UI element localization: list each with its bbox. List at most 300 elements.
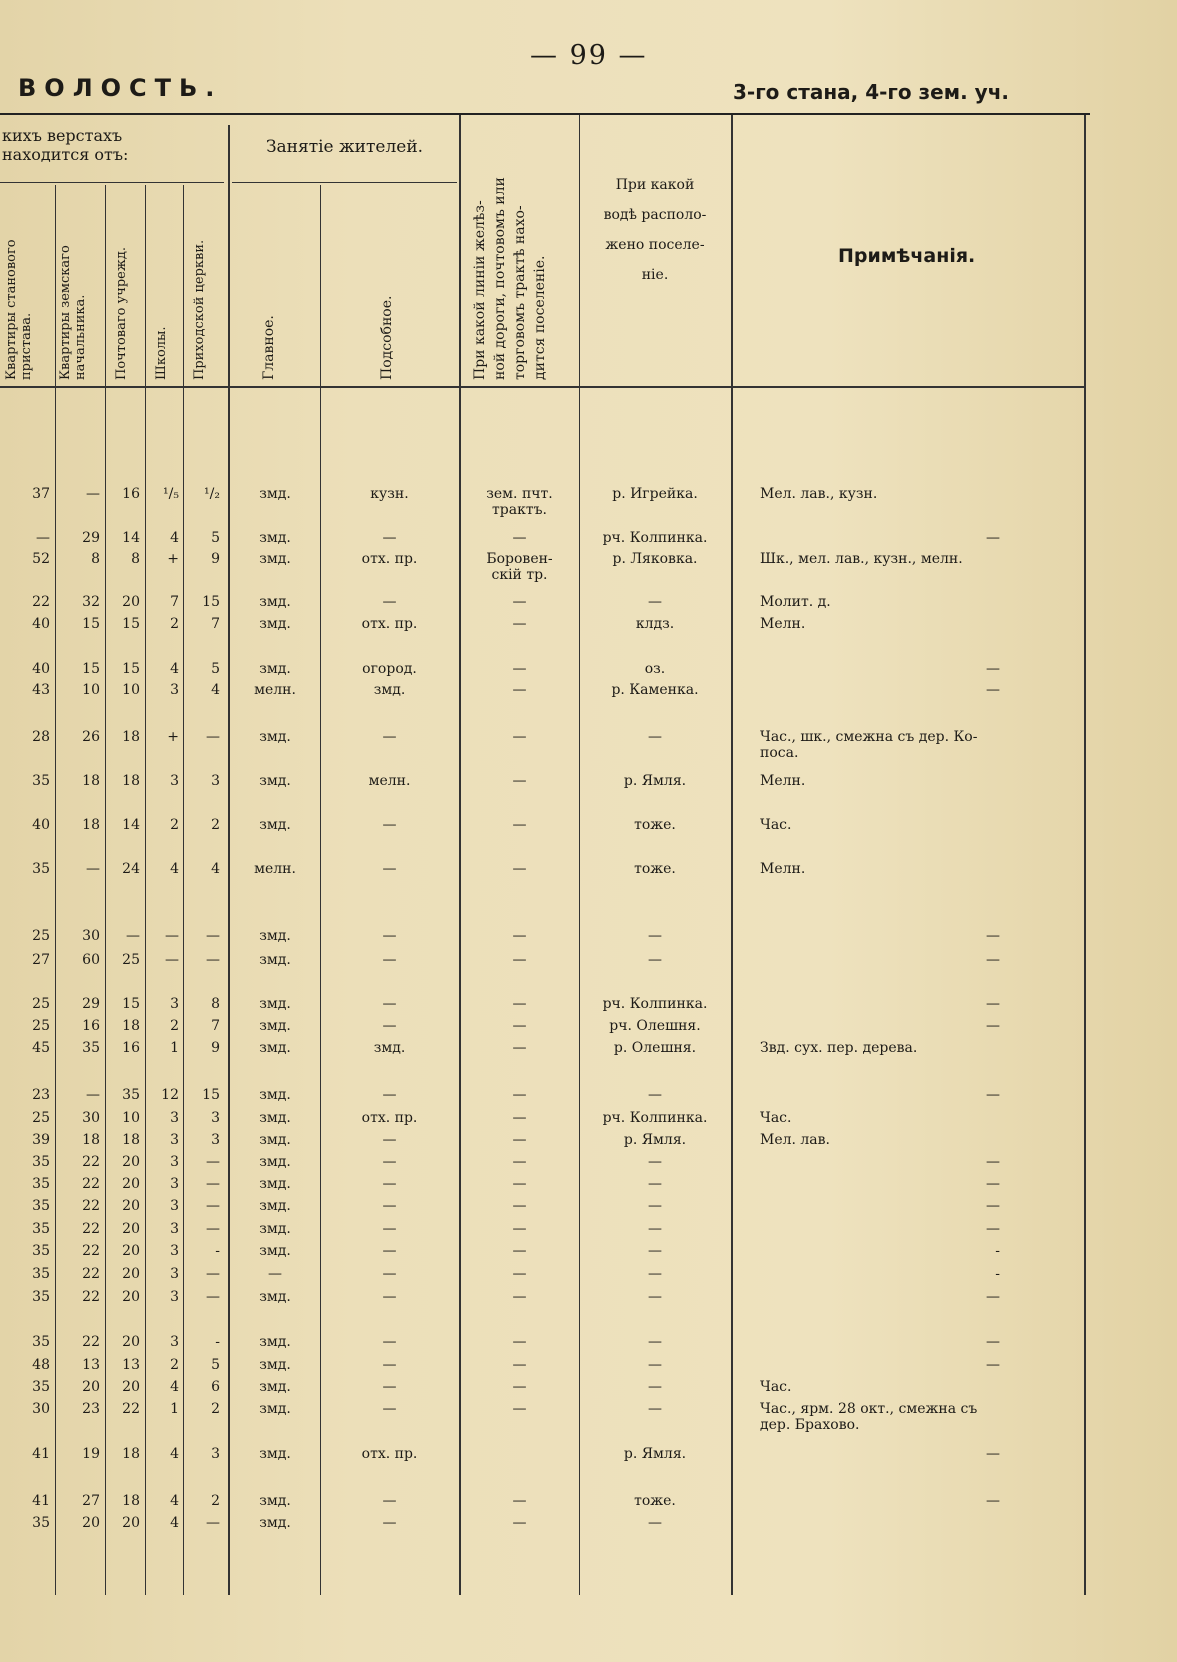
table-cell-c9: оз. [644, 661, 666, 677]
table-cell-c9: тоже. [634, 861, 676, 877]
table-cell-c3: 15 [122, 996, 140, 1012]
table-cell-c4: 4 [170, 1446, 179, 1462]
table-cell-c6: змд. [259, 773, 291, 789]
table-cell-c1: 35 [32, 1198, 50, 1214]
table-cell-c2: 30 [82, 1110, 100, 1126]
table-cell-c7: — [382, 1357, 397, 1373]
table-cell-c1: 25 [32, 928, 50, 944]
table-cell-c6: змд. [259, 817, 291, 833]
table-cell-c3: 18 [122, 1018, 140, 1034]
table-cell-c5: — [206, 1515, 220, 1531]
table-cell-c2: 22 [82, 1243, 100, 1259]
table-cell-c5: — [206, 729, 220, 745]
table-cell-c6: змд. [259, 1357, 291, 1373]
table-cell-c10: Шк., мел. лав., кузн., мелн. [760, 551, 963, 567]
table-cell-c2: 22 [82, 1221, 100, 1237]
table-cell-c6: змд. [259, 1221, 291, 1237]
table-cell-c6: змд. [259, 952, 291, 968]
table-cell-c2: 19 [82, 1446, 100, 1462]
table-cell-c8: — [512, 1087, 527, 1103]
table-cell-c9: р. Игрейка. [612, 486, 698, 502]
table-cell-c4: 3 [170, 1154, 179, 1170]
table-cell-c8: — [512, 1401, 527, 1417]
table-cell-c3: 20 [122, 594, 140, 610]
column-rule [320, 185, 321, 1595]
table-cell-c8: — [512, 682, 527, 698]
table-cell-c8: — [512, 1154, 527, 1170]
table-cell-c2: 22 [82, 1176, 100, 1192]
table-cell-c8: — [512, 952, 527, 968]
table-cell-c10: Мелн. [760, 616, 806, 632]
table-cell-c2: 22 [82, 1334, 100, 1350]
table-cell-c5: — [206, 1176, 220, 1192]
table-cell-c8: — [512, 1493, 527, 1509]
table-cell-c1: 35 [32, 1379, 50, 1395]
table-cell-c7: отх. пр. [361, 551, 418, 567]
table-cell-c5: 2 [211, 817, 220, 833]
table-cell-c2: 32 [82, 594, 100, 610]
table-cell-c8: — [512, 1334, 527, 1350]
table-cell-c2: 29 [82, 996, 100, 1012]
column-rule [459, 115, 461, 1595]
table-cell-c9: — [648, 952, 662, 968]
table-cell-c2: 26 [82, 729, 100, 745]
table-cell-c7: змд. [373, 1040, 406, 1056]
column-rule [731, 115, 733, 1595]
table-cell-c5: 4 [211, 682, 220, 698]
table-cell-c4: 1 [170, 1040, 179, 1056]
table-cell-c9: — [648, 1243, 662, 1259]
table-cell-c5: 9 [211, 1040, 220, 1056]
table-cell-c7: — [382, 1493, 397, 1509]
table-cell-c10: — [986, 1154, 1000, 1170]
table-cell-c7: — [382, 530, 397, 546]
table-cell-c10: — [986, 1446, 1000, 1462]
table-cell-c5: 2 [211, 1493, 220, 1509]
table-cell-c6: мелн. [254, 861, 296, 877]
header-bottom-rule [0, 386, 1086, 388]
table-cell-c7: — [382, 861, 397, 877]
table-cell-c4: ¹/₅ [163, 486, 179, 502]
table-cell-c9: — [648, 1515, 662, 1531]
table-cell-c10: — [986, 928, 1000, 944]
table-cell-c9: — [648, 1176, 662, 1192]
table-cell-c10: — [986, 1198, 1000, 1214]
table-cell-c9: — [648, 1154, 662, 1170]
table-cell-c5: — [206, 1289, 220, 1305]
table-cell-c8: — [512, 616, 527, 632]
table-cell-c1: 25 [32, 996, 50, 1012]
table-cell-c4: 4 [170, 1379, 179, 1395]
table-cell-c6: змд. [259, 616, 291, 632]
table-cell-c4: 4 [170, 661, 179, 677]
table-cell-c10: — [986, 996, 1000, 1012]
table-cell-c5: 7 [211, 616, 220, 632]
table-cell-c6: — [268, 1266, 282, 1282]
occupation-group-header: Занятіе жителей. [265, 137, 424, 157]
table-cell-c9: — [648, 1401, 662, 1417]
table-cell-c5: 15 [202, 594, 220, 610]
table-cell-c2: 13 [82, 1357, 100, 1373]
table-cell-c1: 27 [32, 952, 50, 968]
column-rule [228, 125, 230, 1595]
table-cell-c1: 35 [32, 1176, 50, 1192]
table-cell-c5: 8 [211, 996, 220, 1012]
table-cell-c5: 4 [211, 861, 220, 877]
table-cell-c8: — [512, 861, 527, 877]
table-cell-c2: 27 [82, 1493, 100, 1509]
table-cell-c7: огород. [362, 661, 417, 677]
table-cell-c7: — [382, 1018, 397, 1034]
table-cell-c10: Час. [760, 1110, 792, 1126]
table-cell-c9: — [648, 928, 662, 944]
column-rule [145, 185, 146, 1595]
table-cell-c9: — [648, 1379, 662, 1395]
table-cell-c3: 20 [122, 1289, 140, 1305]
column-rule [579, 115, 580, 1595]
table-cell-c1: 28 [32, 729, 50, 745]
table-cell-c3: 8 [131, 551, 140, 567]
table-cell-c4: 3 [170, 1334, 179, 1350]
table-cell-c10: — [986, 1334, 1000, 1350]
table-cell-c3: 13 [122, 1357, 140, 1373]
table-cell-c5: 5 [211, 1357, 220, 1373]
table-cell-c4: 3 [170, 996, 179, 1012]
table-cell-c6: мелн. [254, 682, 296, 698]
table-cell-c5: ¹/₂ [204, 486, 220, 502]
table-cell-c4: 3 [170, 1221, 179, 1237]
table-cell-c6: змд. [259, 1198, 291, 1214]
table-cell-c3: 20 [122, 1266, 140, 1282]
table-cell-c6: змд. [259, 729, 291, 745]
table-cell-c4: 3 [170, 1289, 179, 1305]
table-cell-c5: — [206, 952, 220, 968]
table-cell-c7: — [382, 1087, 397, 1103]
page-number: — 99 — [530, 40, 648, 71]
table-cell-c5: — [206, 1266, 220, 1282]
table-cell-c6: змд. [259, 1243, 291, 1259]
table-cell-c2: 15 [82, 661, 100, 677]
table-cell-c1: 37 [32, 486, 50, 502]
table-cell-c10: Мел. лав., кузн. [760, 486, 878, 502]
table-cell-c2: 22 [82, 1289, 100, 1305]
column-rule [55, 185, 56, 1595]
table-cell-c2: 60 [82, 952, 100, 968]
table-cell-c1: 35 [32, 1221, 50, 1237]
table-cell-c1: 35 [32, 1243, 50, 1259]
table-cell-c5: 5 [211, 530, 220, 546]
table-cell-c7: отх. пр. [361, 1110, 418, 1126]
table-cell-c9: р. Ямля. [623, 773, 687, 789]
page-title-right: 3-го стана, 4-го зем. уч. [733, 80, 1010, 104]
table-cell-c6: змд. [259, 1446, 291, 1462]
table-cell-c6: змд. [259, 594, 291, 610]
table-cell-c1: 43 [32, 682, 50, 698]
table-cell-c9: — [648, 1087, 662, 1103]
table-cell-c8: — [512, 1176, 527, 1192]
table-cell-c10: — [986, 1289, 1000, 1305]
table-cell-c3: 15 [122, 661, 140, 677]
col-header-church: Приходской церкви. [192, 239, 207, 380]
table-cell-c9: — [648, 1289, 662, 1305]
table-cell-c7: — [382, 1132, 397, 1148]
table-cell-c4: 2 [170, 1357, 179, 1373]
table-cell-c4: 2 [170, 817, 179, 833]
table-cell-c8: — [512, 1132, 527, 1148]
table-cell-c8: Боровен- скій тр. [486, 551, 553, 583]
table-cell-c8: — [512, 817, 527, 833]
table-cell-c8: — [512, 594, 527, 610]
table-cell-c7: — [382, 817, 397, 833]
table-cell-c8: — [512, 1110, 527, 1126]
table-cell-c10: — [986, 1176, 1000, 1192]
table-cell-c5: 3 [211, 1132, 220, 1148]
table-cell-c5: 3 [211, 1110, 220, 1126]
table-cell-c1: 52 [32, 551, 50, 567]
table-cell-c9: рч. Колпинка. [602, 530, 708, 546]
table-cell-c6: змд. [259, 486, 291, 502]
table-cell-c3: 18 [122, 773, 140, 789]
table-cell-c6: змд. [259, 1176, 291, 1192]
table-cell-c2: 18 [82, 773, 100, 789]
table-cell-c3: 16 [122, 1040, 140, 1056]
header-rule [232, 182, 457, 183]
table-cell-c6: змд. [259, 1334, 291, 1350]
table-cell-c6: змд. [259, 1018, 291, 1034]
table-cell-c7: — [382, 1243, 397, 1259]
table-cell-c4: 4 [170, 530, 179, 546]
table-cell-c9: — [648, 1221, 662, 1237]
table-cell-c6: змд. [259, 1154, 291, 1170]
table-cell-c1: 35 [32, 773, 50, 789]
table-cell-c9: клдз. [635, 616, 675, 632]
table-cell-c2: 10 [82, 682, 100, 698]
table-cell-c4: 3 [170, 1266, 179, 1282]
table-cell-c1: 25 [32, 1018, 50, 1034]
table-cell-c2: 18 [82, 817, 100, 833]
table-cell-c9: — [648, 1266, 662, 1282]
table-cell-c2: 20 [82, 1379, 100, 1395]
table-cell-c7: — [382, 928, 397, 944]
table-cell-c8: — [512, 1221, 527, 1237]
table-cell-c3: 24 [122, 861, 140, 877]
table-cell-c2: — [86, 486, 100, 502]
header-rule [0, 182, 224, 183]
table-cell-c1: 22 [32, 594, 50, 610]
table-cell-c3: 20 [122, 1379, 140, 1395]
table-cell-c10: — [986, 1018, 1000, 1034]
table-cell-c9: — [648, 594, 662, 610]
table-cell-c7: — [382, 1379, 397, 1395]
col-header-water: При какой водѣ располо- жено поселе- ніе. [603, 177, 707, 283]
table-cell-c3: 14 [122, 530, 140, 546]
table-cell-c10: Час., ярм. 28 окт., смежна съ дер. Брахово. [760, 1401, 978, 1433]
table-cell-c1: 40 [32, 817, 50, 833]
table-cell-c10: — [986, 952, 1000, 968]
table-cell-c9: — [648, 1198, 662, 1214]
table-cell-c9: — [648, 1357, 662, 1373]
table-cell-c5: — [206, 1221, 220, 1237]
table-cell-c6: змд. [259, 1379, 291, 1395]
column-rule [183, 185, 184, 1595]
table-cell-c9: рч. Колпинка. [602, 996, 708, 1012]
table-cell-c7: — [382, 1154, 397, 1170]
table-cell-c4: + [167, 729, 179, 745]
table-cell-c8: — [512, 1040, 527, 1056]
page-title-left: ВОЛОСТЬ. [18, 74, 223, 102]
table-cell-c5: 2 [211, 1401, 220, 1417]
table-cell-c1: 35 [32, 1334, 50, 1350]
table-cell-c10: — [986, 1087, 1000, 1103]
table-cell-c8: — [512, 928, 527, 944]
table-cell-c3: 15 [122, 616, 140, 632]
column-rule [1084, 115, 1086, 1595]
table-cell-c8: — [512, 1379, 527, 1395]
table-cell-c4: 12 [161, 1087, 179, 1103]
table-cell-c3: 18 [122, 1493, 140, 1509]
table-cell-c1: 41 [32, 1446, 50, 1462]
table-cell-c3: 20 [122, 1515, 140, 1531]
table-cell-c5: — [206, 928, 220, 944]
table-cell-c8: — [512, 1266, 527, 1282]
table-cell-c3: 18 [122, 1132, 140, 1148]
table-cell-c4: 3 [170, 773, 179, 789]
table-cell-c7: — [382, 1266, 397, 1282]
table-cell-c4: 7 [170, 594, 179, 610]
table-cell-c1: 25 [32, 1110, 50, 1126]
table-cell-c7: — [382, 1221, 397, 1237]
table-cell-c8: — [512, 530, 527, 546]
table-cell-c5: 3 [211, 1446, 220, 1462]
table-cell-c10: — [986, 1493, 1000, 1509]
table-cell-c9: — [648, 1334, 662, 1350]
table-cell-c7: мелн. [368, 773, 411, 789]
table-cell-c8: — [512, 1018, 527, 1034]
table-cell-c4: 4 [170, 1493, 179, 1509]
table-cell-c8: — [512, 661, 527, 677]
table-cell-c4: 4 [170, 1515, 179, 1531]
table-cell-c4: 1 [170, 1401, 179, 1417]
table-cell-c10: Мел. лав. [760, 1132, 830, 1148]
distance-group-header: кихъ верстахъ находится отъ: [2, 126, 129, 164]
table-cell-c9: рч. Колпинка. [602, 1110, 708, 1126]
table-cell-c2: — [86, 1087, 100, 1103]
top-rule [0, 113, 1090, 115]
table-cell-c4: 2 [170, 616, 179, 632]
table-cell-c8: — [512, 1289, 527, 1305]
table-cell-c1: — [36, 530, 50, 546]
table-cell-c3: 10 [122, 1110, 140, 1126]
table-cell-c2: — [86, 861, 100, 877]
table-cell-c1: 23 [32, 1087, 50, 1103]
table-cell-c3: 20 [122, 1198, 140, 1214]
table-cell-c1: 48 [32, 1357, 50, 1373]
table-cell-c9: р. Олешня. [613, 1040, 697, 1056]
table-cell-c4: 3 [170, 1110, 179, 1126]
table-cell-c10: - [995, 1243, 1000, 1259]
table-cell-c2: 18 [82, 1132, 100, 1148]
table-cell-c4: 3 [170, 1176, 179, 1192]
table-cell-c7: — [382, 952, 397, 968]
table-cell-c1: 40 [32, 661, 50, 677]
table-cell-c8: — [512, 773, 527, 789]
table-cell-c9: — [648, 729, 662, 745]
table-cell-c7: кузн. [370, 486, 409, 502]
table-cell-c6: змд. [259, 1401, 291, 1417]
table-cell-c9: тоже. [634, 1493, 676, 1509]
table-cell-c7: — [382, 1515, 397, 1531]
table-cell-c1: 35 [32, 861, 50, 877]
col-header-notes: Примѣчанія. [838, 245, 976, 267]
table-cell-c3: 22 [122, 1401, 140, 1417]
table-cell-c10: - [995, 1266, 1000, 1282]
table-cell-c10: Звд. сух. пер. дерева. [760, 1040, 918, 1056]
table-cell-c6: змд. [259, 928, 291, 944]
table-cell-c9: рч. Олешня. [609, 1018, 701, 1034]
table-cell-c5: - [215, 1243, 220, 1259]
table-cell-c4: 3 [170, 1243, 179, 1259]
table-cell-c7: отх. пр. [361, 616, 418, 632]
table-cell-c9: р. Ямля. [623, 1132, 687, 1148]
table-cell-c9: р. Ямля. [623, 1446, 687, 1462]
table-cell-c3: 25 [122, 952, 140, 968]
table-cell-c2: 29 [82, 530, 100, 546]
table-cell-c4: 2 [170, 1018, 179, 1034]
table-cell-c4: — [165, 928, 179, 944]
table-cell-c4: + [167, 551, 179, 567]
table-cell-c3: 20 [122, 1221, 140, 1237]
table-cell-c2: 22 [82, 1266, 100, 1282]
table-cell-c8: — [512, 1198, 527, 1214]
table-cell-c10: — [986, 530, 1000, 546]
table-cell-c3: 20 [122, 1334, 140, 1350]
table-cell-c6: змд. [259, 530, 291, 546]
table-cell-c8: — [512, 729, 527, 745]
col-header-post: Почтоваго учрежд. [114, 247, 129, 380]
table-cell-c7: — [382, 1289, 397, 1305]
table-cell-c5: - [215, 1334, 220, 1350]
table-cell-c1: 35 [32, 1289, 50, 1305]
table-cell-c9: р. Каменка. [611, 682, 699, 698]
table-cell-c4: 3 [170, 682, 179, 698]
table-cell-c4: 3 [170, 1198, 179, 1214]
table-cell-c6: змд. [259, 1515, 291, 1531]
table-cell-c5: 9 [211, 551, 220, 567]
table-cell-c10: — [986, 1357, 1000, 1373]
table-cell-c1: 39 [32, 1132, 50, 1148]
table-cell-c5: 3 [211, 773, 220, 789]
table-cell-c7: отх. пр. [361, 1446, 418, 1462]
table-cell-c10: — [986, 682, 1000, 698]
table-cell-c10: Час. [760, 1379, 792, 1395]
table-cell-c6: змд. [259, 1289, 291, 1305]
table-cell-c9: р. Ляковка. [612, 551, 698, 567]
table-cell-c1: 45 [32, 1040, 50, 1056]
table-cell-c2: 20 [82, 1515, 100, 1531]
table-cell-c5: 15 [202, 1087, 220, 1103]
table-cell-c3: 18 [122, 729, 140, 745]
table-cell-c10: Час. [760, 817, 792, 833]
table-cell-c7: — [382, 996, 397, 1012]
table-cell-c5: 6 [211, 1379, 220, 1395]
table-cell-c10: Час., шк., смежна съ дер. Ко- поса. [760, 729, 978, 761]
table-cell-c6: змд. [259, 1132, 291, 1148]
table-cell-c8: — [512, 1243, 527, 1259]
table-cell-c8: зем. пчт. трактъ. [486, 486, 553, 518]
table-cell-c3: 14 [122, 817, 140, 833]
table-cell-c6: змд. [259, 1110, 291, 1126]
table-cell-c7: — [382, 1176, 397, 1192]
